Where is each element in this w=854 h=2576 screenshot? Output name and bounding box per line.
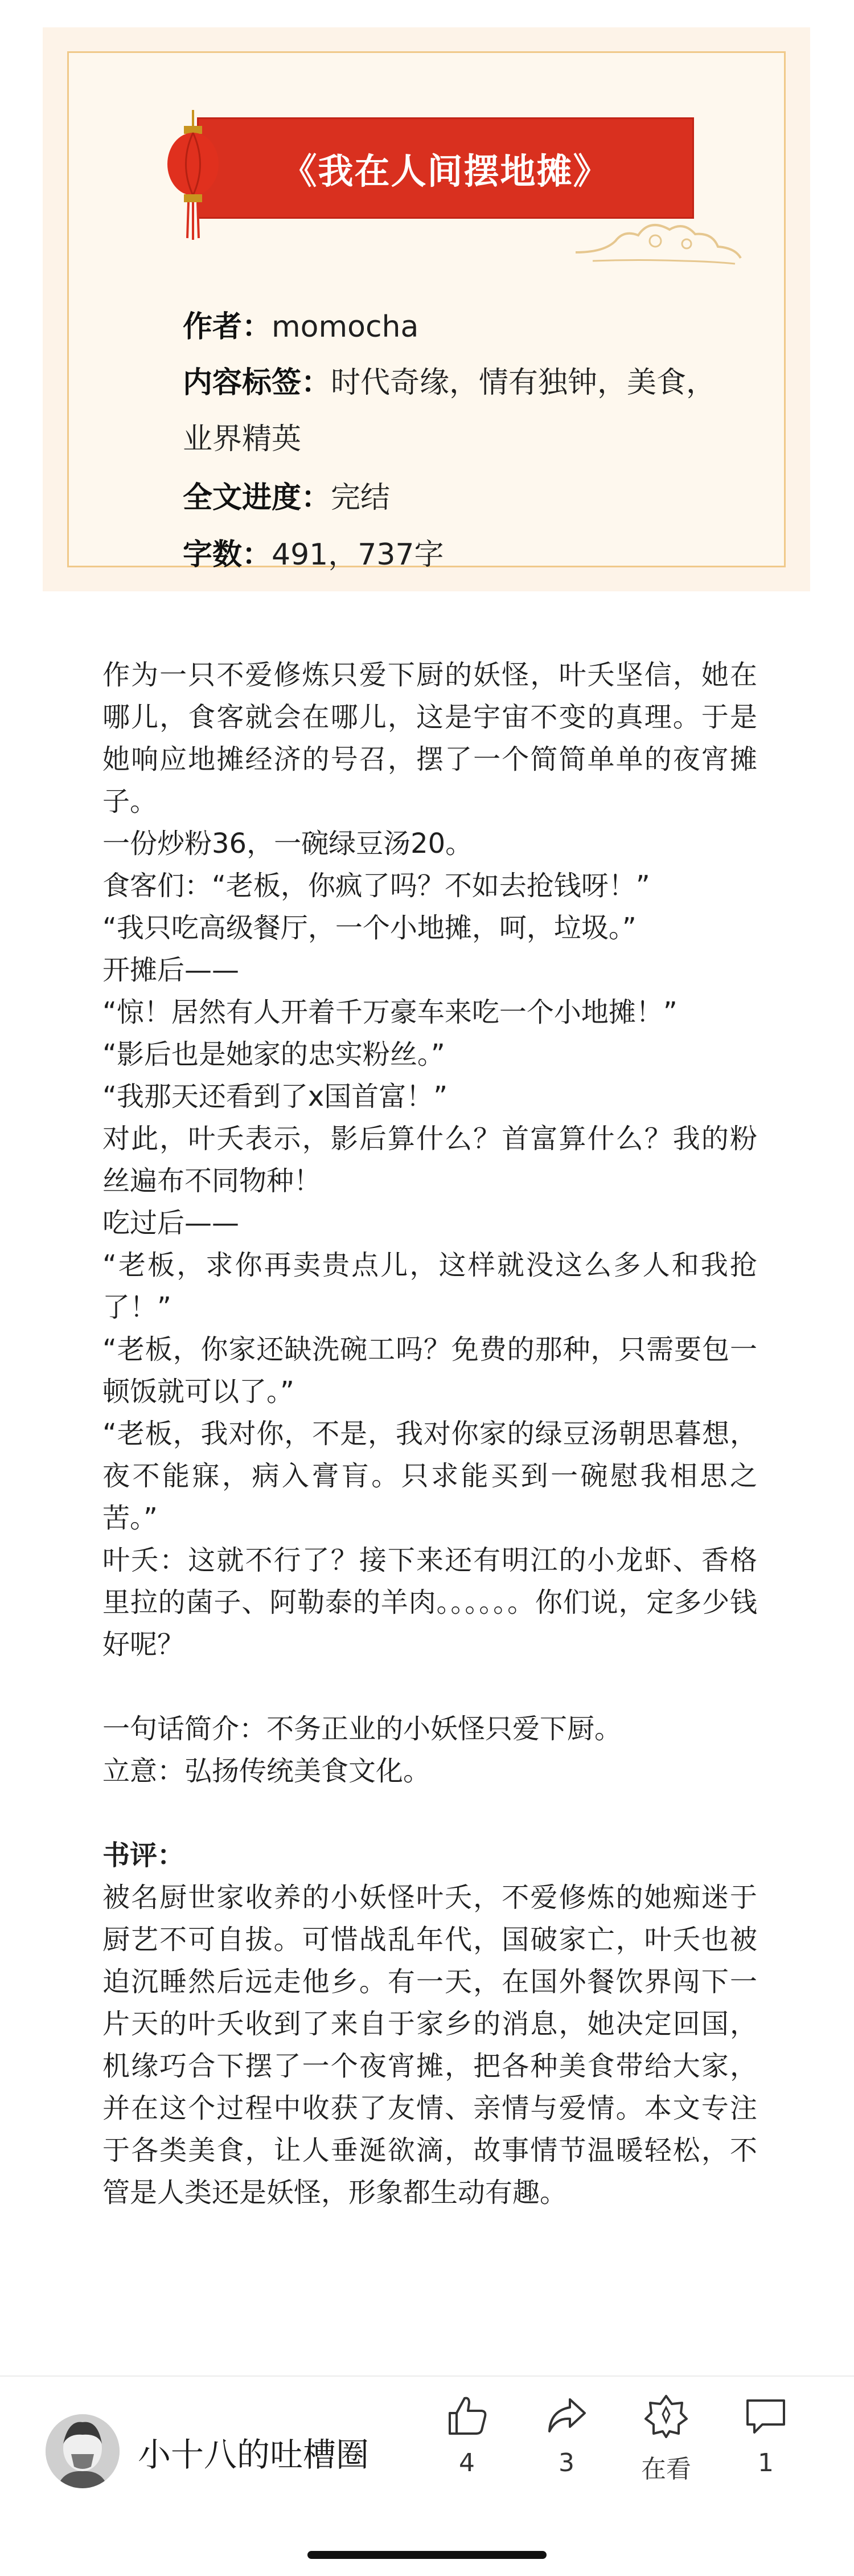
paragraph: 叶夭：这就不行了？接下来还有明江的小龙虾、香格里拉的菌子、阿勒泰的羊肉。。。。。。你们说，定多少钱好呢？: [102, 1544, 757, 1661]
account-name[interactable]: 小十八的吐槽圈: [138, 2435, 369, 2474]
like-button[interactable]: [427, 2393, 507, 2507]
comment-count: 1: [758, 2448, 774, 2477]
lantern-icon: [165, 110, 221, 241]
comment-button[interactable]: [726, 2393, 806, 2507]
tags-line: 内容标签：时代奇缘，情有独钟，美食，: [183, 366, 716, 400]
paragraph: “老板，我对你，不是，我对你家的绿豆汤朝思暮想，夜不能寐，病入膏肓。只求能买到一碗慰我相思之苦。”: [102, 1418, 757, 1534]
paragraph: 吃过后——: [102, 1207, 240, 1239]
paragraph: “老板，你家还缺洗碗工吗？免费的那种，只需要包一顿饭就可以了。”: [102, 1334, 757, 1408]
spacer: [102, 1666, 757, 1708]
share-button[interactable]: [527, 2393, 606, 2507]
wordcount-line: 字数：491，737字: [183, 538, 444, 572]
comment-icon: [743, 2393, 789, 2438]
like-icon: [444, 2393, 490, 2438]
watch-label: 在看: [641, 2455, 691, 2484]
footer-divider: [0, 2375, 854, 2377]
theme-line: 立意：弘扬传统美食文化。: [102, 1755, 431, 1787]
avatar[interactable]: [46, 2414, 120, 2488]
paragraph: 食客们：“老板，你疯了吗？不如去抢钱呀！”: [102, 870, 650, 902]
paragraph: 一份炒粉36，一碗绿豆汤20。: [102, 828, 473, 860]
avatar-image: [46, 2414, 120, 2488]
cloud-icon: [570, 207, 746, 269]
paragraph: 对此，叶夭表示，影后算什么？首富算什么？我的粉丝遍布不同物种！: [102, 1123, 757, 1197]
review-heading: 书评：: [102, 1839, 185, 1871]
share-count: 3: [559, 2448, 574, 2477]
tags-line-continued: 业界精英: [183, 422, 302, 456]
share-icon: [544, 2393, 589, 2438]
spacer: [102, 1792, 757, 1834]
book-info-card: [43, 27, 810, 591]
title-banner: [197, 117, 694, 219]
book-info-frame: [67, 51, 786, 572]
paragraph: “影后也是她家的忠实粉丝。”: [102, 1038, 445, 1070]
paragraph: “我那天还看到了x国首富！”: [102, 1081, 448, 1113]
progress-line: 全文进度：完结: [183, 481, 391, 515]
watch-icon: [643, 2393, 689, 2438]
like-count: 4: [459, 2448, 475, 2477]
paragraph: “老板，求你再卖贵点儿，这样就没这么多人和我抢了！”: [102, 1249, 757, 1323]
home-indicator[interactable]: [307, 2551, 547, 2559]
watch-button[interactable]: [626, 2393, 706, 2507]
paragraph: 开摊后——: [102, 954, 240, 986]
book-title: 《我在人间摆地摊》: [281, 150, 610, 192]
paragraph: “我只吃高级餐厅，一个小地摊，呵，垃圾。”: [102, 912, 637, 944]
one-line-summary: 一句话简介：不务正业的小妖怪只爱下厨。: [102, 1713, 622, 1745]
article-body: [102, 654, 757, 2214]
paragraph: “惊！居然有人开着千万豪车来吃一个小地摊！”: [102, 996, 678, 1028]
author-line: 作者：momocha: [183, 310, 419, 344]
paragraph: 作为一只不爱修炼只爱下厨的妖怪，叶夭坚信，她在哪儿，食客就会在哪儿，这是宇宙不变的真理。于是她响应地摊经济的号召，摆了一个简简单单的夜宵摊子。: [102, 659, 757, 817]
review-text: 被名厨世家收养的小妖怪叶夭，不爱修炼的她痴迷于厨艺不可自拔。可惜战乱年代，国破家亡，叶夭也被迫沉睡然后远走他乡。有一天，在国外餐饮界闯下一片天的叶夭收到了来自于家乡的消息，她决定回国，机缘巧合下摆了一个夜宵摊，把各种美食带给大家，并在这个过程中收获了友情、亲情与爱情。本文专注于各类美食，让人垂涎欲滴，故事情节温暖轻松，不管是人类还是妖怪，形象都生动有趣。: [102, 1882, 757, 2209]
